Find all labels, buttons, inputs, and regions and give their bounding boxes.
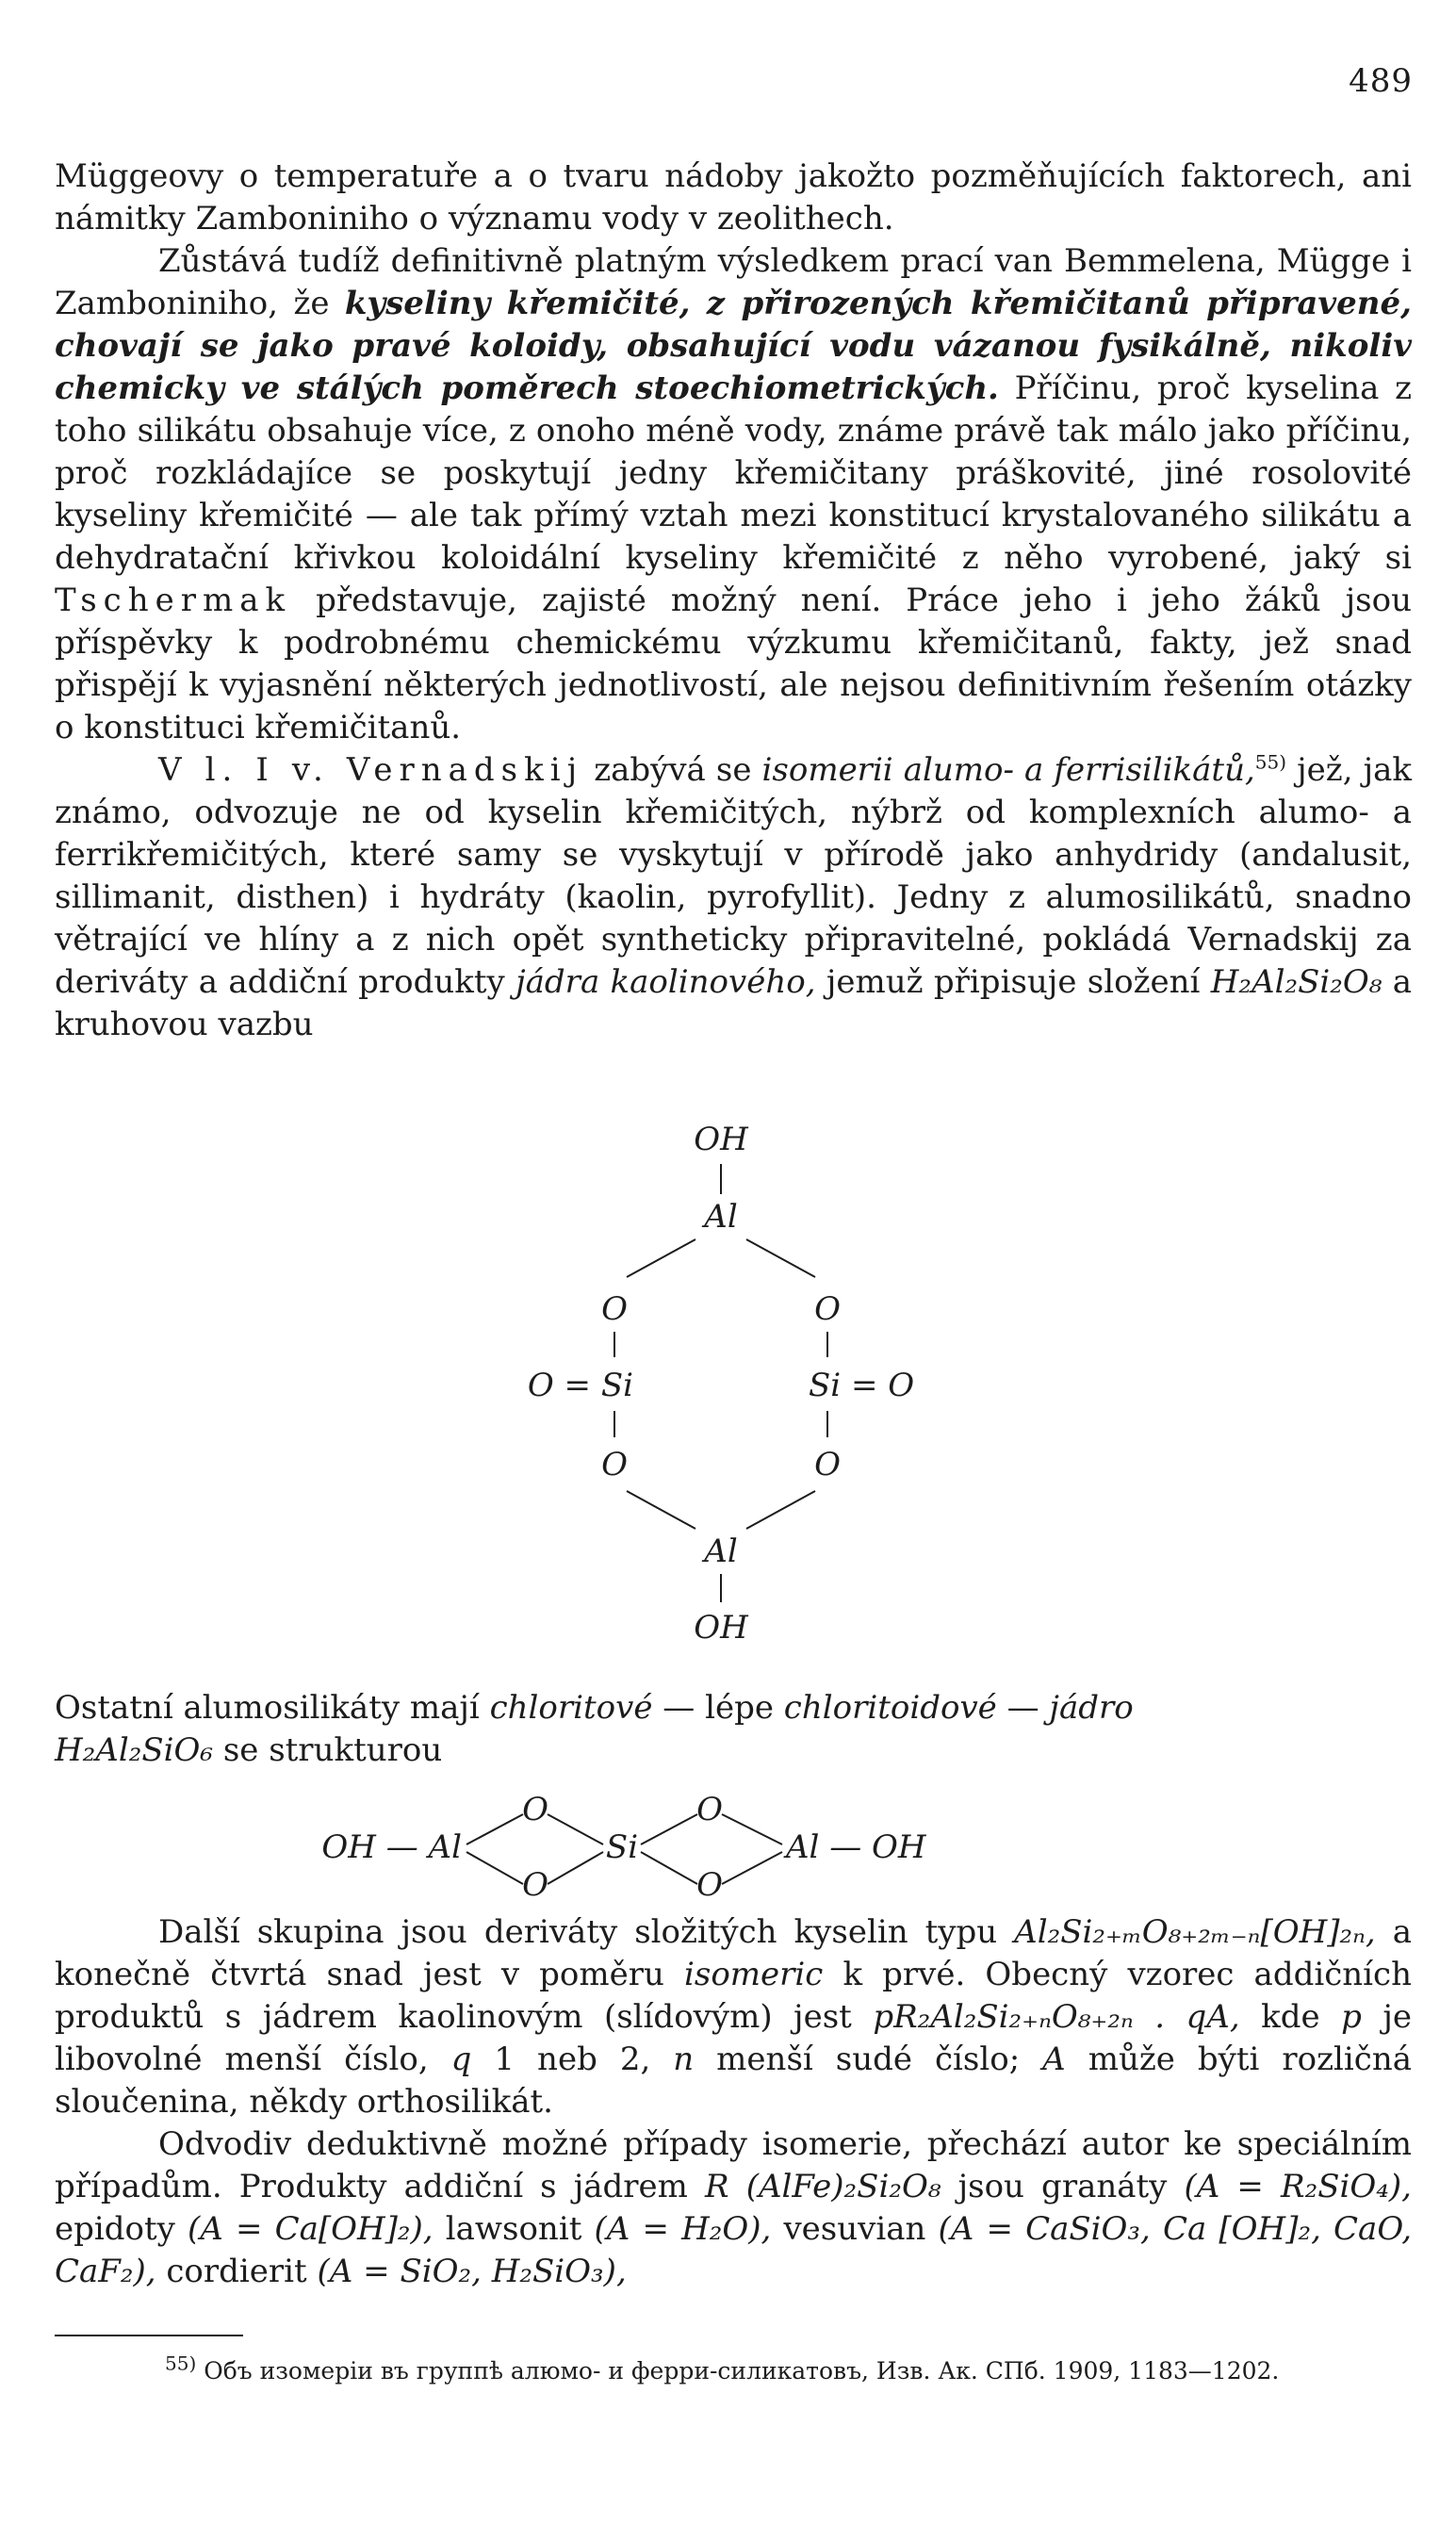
footnote-number: 55) — [165, 2352, 197, 2375]
para3-lead: zabývá se — [583, 751, 762, 789]
author-name-vernadskij: V l. I v. Vernadskij — [158, 751, 584, 789]
para3-tail: a kruhovou vazbu — [55, 963, 1412, 1043]
ring-o-top-left: O — [601, 1290, 628, 1328]
ring-bottom-al: Al — [704, 1532, 738, 1570]
addition-core-formula: R (AlFe)₂Si₂O₈ — [705, 2168, 941, 2205]
chain-o-upper-left: O — [522, 1791, 548, 1828]
formula-granat: (A = R₂SiO₄), — [1184, 2168, 1412, 2205]
var-p: p — [1341, 1998, 1362, 2036]
formula-cordierit: (A = SiO₂, H₂SiO₃), — [317, 2253, 627, 2290]
para3-middle: jež, jak známo, odvozuje ne od kyselin křemičitých, nýbrž od komplexních alumo- a ferrikřemičitých, které samy se vyskytují v přírodě jako anhydridy (andalusit, sillimanit, disthen) i hydráty (kaolin, pyrofyllit). Jedny z alumosilikátů, snadno větrající ve hlíny a z nich opět syntheticky připravitelné, pokládá Vernadskij za deriváty a addiční produkty — [55, 751, 1412, 1001]
var-q: q — [450, 2041, 472, 2078]
para5-middle: a konečně čtvrtá snad jest v poměru — [55, 1913, 1413, 1993]
chlorite-chain-structure — [320, 1786, 1150, 1909]
main-text-top — [55, 156, 1412, 1046]
para4-lead: Ostatní alumosilikáty mají — [55, 1689, 490, 1727]
para4-jadro: jádro — [1049, 1689, 1134, 1727]
chain-bond-8 — [722, 1852, 782, 1884]
chain-left-group: OH — Al — [321, 1828, 462, 1866]
chain-o-lower-right: O — [696, 1866, 723, 1904]
main-text-bottom — [55, 1911, 1412, 2293]
chain-bond-6 — [641, 1852, 697, 1884]
chain-center-si: Si — [605, 1828, 639, 1866]
var-n: n — [673, 2041, 695, 2078]
chain-o-lower-left: O — [522, 1866, 548, 1904]
para4-tail: se strukturou — [213, 1731, 443, 1769]
para6-middle3: lawsonit — [433, 2210, 595, 2248]
para5-middle4: je libovolné menší číslo, — [55, 1998, 1412, 2078]
ring-o-bottom-right: O — [814, 1446, 841, 1483]
para6-middle: jsou granáty — [941, 2168, 1185, 2205]
para4-dash1: — lépe — [652, 1689, 784, 1727]
paragraph-other-groups — [55, 1911, 1412, 2123]
para3-middle2: jemuž připisuje složení — [815, 963, 1211, 1001]
complex-acid-formula: Al₂Si₂₊ₘO₈₊₂ₘ₋ₙ[OH]₂ₙ, — [1014, 1913, 1376, 1951]
chain-o-upper-right: O — [696, 1791, 723, 1828]
para5-middle6: menší sudé číslo; — [694, 2041, 1043, 2078]
paragraph-continuation: Müggeovy o temperatuře a o tvaru nádoby jakožto pozměňujících faktorech, ani námitky Zamboniniho o významu vody v zeolithech. — [55, 157, 1412, 238]
para5-tail: může býti rozličná sloučenina, někdy orthosilikát. — [55, 2041, 1413, 2121]
footnote-text: Объ изомеріи въ группѣ алюмо- и ферри-силикатовъ, Изв. Ак. СПб. 1909, 1183—1202. — [204, 2357, 1280, 2385]
para5-middle5: 1 neb 2, — [471, 2041, 674, 2078]
author-name-tschermak: Tschermak — [55, 582, 292, 619]
para5-middle3: kde — [1239, 1998, 1342, 2036]
formula-lawsonit: (A = H₂O), — [594, 2210, 772, 2248]
para4-dash2: — — [996, 1689, 1050, 1727]
ring-bottom-oh: OH — [694, 1609, 748, 1647]
ring-o-top-right: O — [814, 1290, 841, 1328]
main-text-chlorite — [55, 1687, 1412, 1772]
var-a: A — [1042, 2041, 1066, 2078]
para4-chloritoidove: chloritoidové — [783, 1689, 997, 1727]
footnote-divider — [55, 2335, 243, 2336]
chlorite-formula: H₂Al₂SiO₆ — [55, 1731, 214, 1769]
ring-top-al: Al — [704, 1198, 738, 1236]
para5-lead: Další skupina jsou deriváty složitých kyselin typu — [158, 1913, 1015, 1951]
kaolin-ring-structure — [471, 1117, 999, 1664]
ring-o-bottom-left: O — [601, 1446, 628, 1483]
para6-lead: Odvodiv deduktivně možné případy isomerie, přechází autor ke speciálním případům. Produkty addiční s jádrem — [55, 2125, 1412, 2205]
para6-middle4: vesuvian — [771, 2210, 939, 2248]
para6-middle2: epidoty — [55, 2210, 188, 2248]
paragraph-isomerie-cases — [55, 2123, 1412, 2293]
chain-bond-1 — [466, 1814, 523, 1844]
ring-left-si-group: O = Si — [527, 1367, 633, 1404]
ring-bond-bottom-left — [627, 1491, 695, 1529]
para5-middle2: k prvé. Obecný vzorec addičních produktů s jádrem kaolinovým (slídovým) jest — [55, 1956, 1412, 2036]
para2-tail: představuje, zajisté možný není. Práce jeho i jeho žáků jsou příspěvky k podrobnému chemickému výzkumu křemičitanů, fakty, jež snad přispějí k vyjasnění některých jednotlivostí, ale nejsou definitivním řešením otázky o konstituci křemičitanů. — [55, 582, 1412, 746]
chain-bond-3 — [548, 1814, 603, 1844]
ring-bond-bottom-right — [746, 1491, 815, 1529]
para3-emphasis-kaolin: jádra kaolinového, — [515, 963, 816, 1001]
ring-bond-top-left — [627, 1239, 695, 1277]
ring-right-si-group: Si = O — [809, 1367, 915, 1404]
para3-emphasis: isomerii alumo- a ferrisilikátů, — [761, 751, 1255, 789]
footnote-reference: 55) — [1254, 750, 1287, 774]
chain-bond-5 — [641, 1814, 697, 1844]
page-number: 489 — [1349, 62, 1413, 100]
formula-epidot: (A = Ca[OH]₂), — [188, 2210, 434, 2248]
chain-bond-4 — [548, 1852, 603, 1884]
para4-chloritove: chloritové — [489, 1689, 653, 1727]
formula-vesuvian: (A = CaSiO₃, Ca [OH]₂, CaO, CaF₂), — [55, 2210, 1413, 2290]
para6-middle5: cordierit — [155, 2253, 318, 2290]
para2-emphasis: kyseliny křemičité, z přirozených křemičitanů připravené, chovají se jako pravé koloidy, obsahující vodu vázanou fysikálně, nikoliv chemicky ve stálých poměrech stoechiometrických. — [55, 285, 1412, 407]
general-formula: pR₂Al₂Si₂₊ₙO₈₊₂ₙ . qA, — [873, 1998, 1240, 2036]
ring-bond-top-right — [746, 1239, 815, 1277]
footnote-55 — [165, 2352, 1428, 2386]
para5-isomeric: isomeric — [684, 1956, 824, 1993]
kaolin-formula: H₂Al₂Si₂O₈ — [1210, 963, 1382, 1001]
chain-bond-2 — [466, 1852, 523, 1884]
chain-right-group: Al — OH — [786, 1828, 926, 1866]
paragraph-vernadskij — [55, 749, 1412, 1046]
ring-top-oh: OH — [694, 1121, 748, 1158]
paragraph-chlorite — [55, 1687, 1412, 1772]
paragraph-definitive-result — [55, 240, 1412, 749]
chain-bond-7 — [722, 1814, 782, 1844]
para2-lead: Zůstává tudíž definitivně platným výsledkem prací van Bemmelena, Mügge i Zamboniniho, že — [55, 242, 1412, 322]
para2-middle: Příčinu, proč kyselina z toho silikátu obsahuje více, z onoho méně vody, známe právě tak málo jako příčinu, proč rozkládajíce se poskytují jedny křemičitany práškovité, jiné rosolovité kyseliny křemičité — ale tak přímý vztah mezi konstitucí krystalovaného silikátu a dehydratační křivkou koloidální kyseliny křemičité z něho vyrobené, jaký si — [55, 369, 1412, 577]
